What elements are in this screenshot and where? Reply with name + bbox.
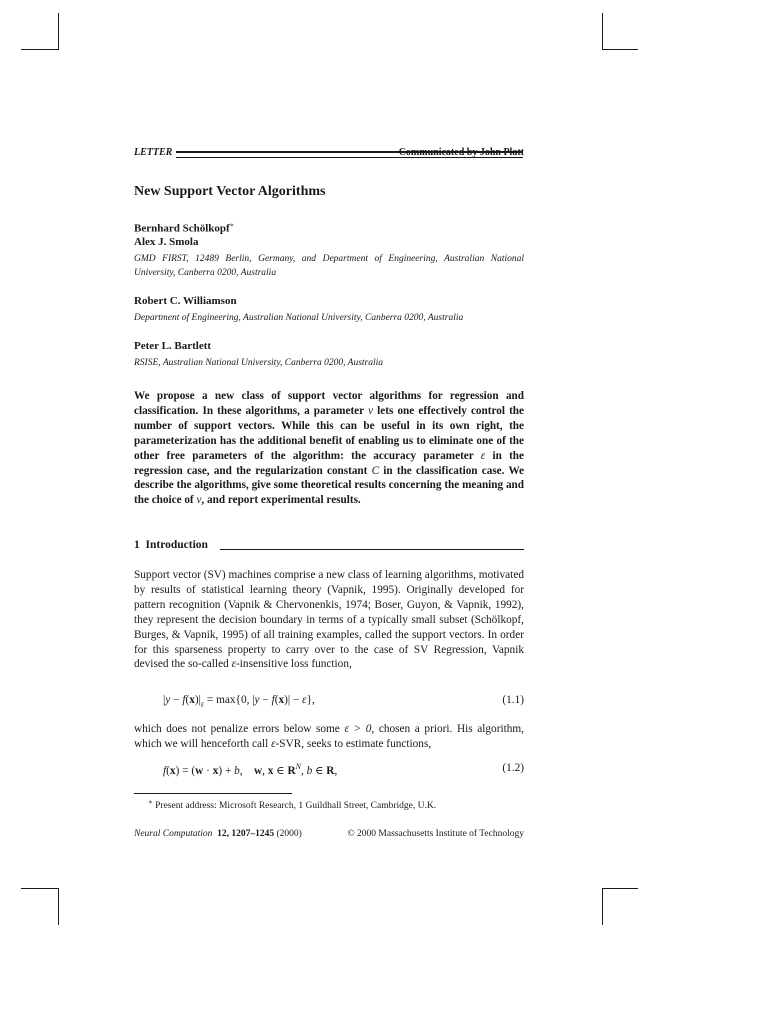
crop-mark-top-left-h [21, 49, 59, 50]
letter-header [134, 147, 524, 161]
communicated-by: Communicated by John Platt [398, 147, 524, 158]
crop-mark-bottom-left-v [58, 888, 59, 925]
author-scholkopf: Bernhard Schölkopf∗ [134, 221, 235, 235]
section-number: 1 [134, 539, 140, 551]
paper-title: New Support Vector Algorithms [134, 184, 326, 199]
footnote-rule [134, 793, 292, 794]
author-bartlett: Peter L. Bartlett [134, 340, 212, 352]
section-title: Introduction [145, 539, 208, 551]
section-rule [220, 549, 524, 550]
equation-number: (1.1) [502, 694, 524, 706]
crop-mark-top-right-v [602, 13, 603, 50]
intro-paragraph-1: Support vector (SV) machines comprise a new class of learning algorithms, motivated by results of statistical learning theory (Vapnik, 1995). Originally developed for pattern recognition (Vapnik & Chervonenkis, 1974; Boser, Guyon, & Vapnik, 1992), they represent the decision boundary in terms of a typically small subset (Schölkopf, Burges, & Vapnik, 1995) of all training examples, called the support vectors. In order for this sparseness property to carry over to the case of SV Regression, Vapnik devised the so-called ε-insensitive loss function, [134, 569, 524, 671]
journal-name: Neural Computation [134, 829, 213, 839]
crop-mark-top-right-h [602, 49, 638, 50]
affiliation-gmd: GMD FIRST, 12489 Berlin, Germany, and Department of Engineering, Australian National University, Canberra 0200, Australia [134, 254, 524, 278]
abstract: We propose a new class of support vector algorithms for regression and classification. In these algorithms, a parameter ν lets one effectively control the number of support vectors. While this can be useful in its own right, the parameterization has the additional benefit of enabling us to eliminate one of the other free parameters of the algorithm: the accuracy parameter ε in the regression case, and the regularization constant C in the classification case. We describe the algorithms, give some theoretical results concerning the meaning and the choice of ν, and report experimental results. [134, 390, 524, 507]
journal-year: (2000) [276, 829, 302, 839]
author-smola: Alex J. Smola [134, 236, 199, 248]
crop-mark-top-left-v [58, 13, 59, 50]
author-williamson: Robert C. Williamson [134, 295, 237, 307]
letter-label: LETTER [134, 147, 173, 158]
section-heading-introduction [134, 539, 524, 555]
crop-mark-bottom-right-h [602, 888, 638, 889]
affiliation-dept-engineering: Department of Engineering, Australian National University, Canberra 0200, Australia [134, 313, 464, 323]
copyright: © 2000 Massachusetts Institute of Technology [347, 829, 524, 839]
equation-1-1: $|y - f(x)|_\varepsilon = \max\{0$, |y − f(x)| − ε}, (1.1) [163, 694, 524, 709]
crop-mark-bottom-right-v [602, 888, 603, 925]
intro-paragraph-2: which does not penalize errors below some ε > 0, chosen a priori. His algorithm, which we will henceforth call ε-SVR, seeks to estimate functions, [134, 723, 525, 750]
journal-volume: 12, 1207–1245 [217, 829, 275, 839]
equation-1-2: f(x) = (w · x) + b, w, x ∈ $R^N$, b ∈ R, (1.2) [163, 762, 524, 777]
equation-number: (1.2) [502, 762, 524, 774]
crop-mark-bottom-left-h [21, 888, 59, 889]
affiliation-rsise: RSISE, Australian National University, Canberra 0200, Australia [134, 358, 384, 368]
footnote: ∗ Present address: Microsoft Research, 1 Guildhall Street, Cambridge, U.K. [148, 798, 437, 812]
journal-footer [134, 829, 524, 839]
